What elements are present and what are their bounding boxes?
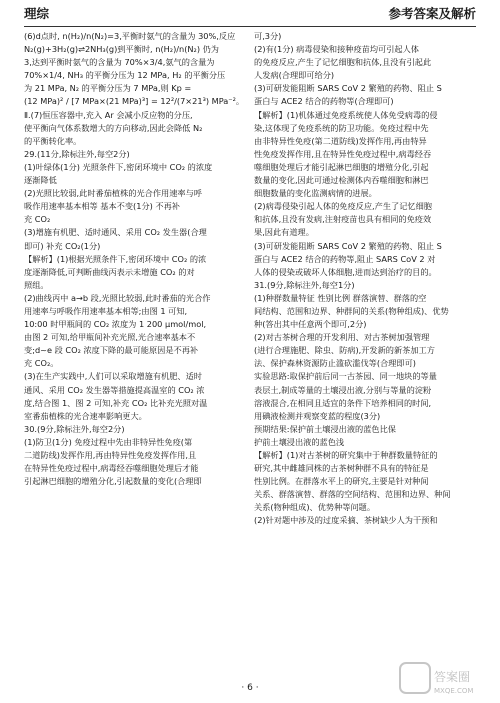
right-line: (2)有(1分) 病毒侵染和接种疫苗均可引起人体 xyxy=(254,44,419,55)
left-line: 10:00 时甲瓶间的 CO₂ 浓度为 1 200 μmol/mol, xyxy=(24,319,207,330)
left-line: N₂(g)+3H₂(g)⇌2NH₃(g)到平衡时, n(H₂)/n(N₂) 仍为 xyxy=(24,44,219,55)
right-line: 关系(物种组成)、优势种等问题。 xyxy=(254,502,376,513)
right-line: 表层土,制成等量的土壤浸出液,分别与等量的淀粉 xyxy=(254,384,432,395)
right-line: 实验思路:取保护前后同一古茶园、同一地块的等量 xyxy=(254,371,437,382)
left-line: (1)防卫(1分) 免疫过程中先由非特异性免疫(第 xyxy=(24,436,193,447)
right-line: (进行合理施肥、除虫、防病),开发新的新茶加工方 xyxy=(254,345,435,356)
right-line: 关系、群落演替、群落的空间结构、范围和边界、种间 xyxy=(254,489,451,500)
page-number: · 6 · xyxy=(241,683,259,693)
left-line: (2)光照比较弱,此时番茄植株的光合作用速率与呼 xyxy=(24,188,202,199)
right-line: 和抗体,且没有发病,注射疫苗也具有相同的免疫效 xyxy=(254,214,432,225)
right-line: 护前土壤浸出液的蓝色浅 xyxy=(254,436,345,447)
left-line: 室番茄植株的光合速率影响更大。 xyxy=(24,410,147,421)
right-line: 间结构、范围和边界、种群间的关系(物种组成)、优势 xyxy=(254,305,449,316)
right-line: 法、保护森林资源防止滥砍滥伐等(合理即可) xyxy=(254,358,416,369)
right-line: 的免疫反应,产生了记忆细胞和抗体,且没有引起此 xyxy=(254,57,432,68)
right-line: 人发病(合理即可给分) xyxy=(254,70,335,81)
left-column xyxy=(24,30,250,488)
right-line: 【解析】(1)机体通过免疫系统使人体免受病毒的侵 xyxy=(254,109,438,120)
right-line: 性别比例。在群落水平上的研究,主要是针对种间 xyxy=(254,476,429,487)
watermark-sub: MXQE.COM xyxy=(434,687,474,695)
left-line: 二道防线)发挥作用,再由特异性免疫发挥作用,且 xyxy=(24,450,197,460)
left-line: 【解析】(1)根据光照条件下,密闭环境中 CO₂ 的浓 xyxy=(24,253,207,264)
right-line: 由非特异性免疫(第二道防线)发挥作用,再由特异 xyxy=(254,135,427,146)
left-line: 使平衡向气体系数增大的方向移动,因此会降低 N₂ xyxy=(24,122,203,133)
right-line: 用碘液检测并观察变蓝的程度(3分) xyxy=(254,410,381,421)
left-line: 即可) 补充 CO₂(1分) xyxy=(24,240,101,251)
right-column xyxy=(254,30,480,528)
left-line: 在特异性免疫过程中,病毒经吞噬细胞处理后才能 xyxy=(24,463,199,474)
right-line: 研究,其中雌雄同株的古茶树种群不具有的特征是 xyxy=(254,463,429,474)
left-line: 充 CO₂ xyxy=(24,214,51,225)
left-line: 为 21 MPa, N₂ 的平衡分压为 7 MPa,则 Kp = xyxy=(24,83,192,94)
right-line: 预期结果:保护前土壤浸出液的蓝色比保 xyxy=(254,423,396,434)
watermark-text: 答案圈 xyxy=(434,670,471,684)
left-line: 度,结合图 1、图 2 可知,补充 CO₂ 比补充光照对温 xyxy=(24,397,208,408)
right-line: (3)可研发能阻断 SARS CoV 2 繁殖的药物、阻止 S xyxy=(254,83,442,94)
left-line: 的平衡转化率。 xyxy=(24,135,82,146)
left-line: 吸作用速率基本相等 基本不变(1分) 不再补 xyxy=(24,201,180,212)
right-line: 果,因此有道理。 xyxy=(254,227,314,238)
left-line: (2)曲线丙中 a→b 段,光照比较弱,此时番茄的光合作 xyxy=(24,292,211,303)
left-line: 3,达到平衡时氨气的含量为 70%×3/4,氨气的含量为 xyxy=(24,57,215,68)
left-line: (12 MPa)² / [7 MPa×(21 MPa)³] = 12²/(7×21³) MPa⁻²。 xyxy=(24,96,245,107)
left-line: 变;d~e 段 CO₂ 浓度下降的最可能原因是不再补 xyxy=(24,345,199,356)
left-line: 照组。 xyxy=(24,279,49,290)
right-line: 性免疫发挥作用,且在特异性免疫过程中,病毒经吞 xyxy=(254,148,432,159)
right-line: 蛋白与 ACE2 结合的药物等(合理即可) xyxy=(254,96,394,107)
right-line: 染,这体现了免疫系统的防卫功能。免疫过程中先 xyxy=(254,122,429,133)
left-line: 度逐渐降低,可判断曲线丙表示未增施 CO₂ 的对 xyxy=(24,266,195,277)
right-line: 31.(9分,除标注外,每空1分) xyxy=(254,279,355,290)
left-line: 由图 2 可知,给甲瓶间补充光照,光合速率基本不 xyxy=(24,332,196,343)
right-line: 噬细胞处理后才能引起淋巴细胞的增殖分化,引起 xyxy=(254,161,429,172)
left-line: 通风、采用 CO₂ 发生器等措施提高温室的 CO₂ 浓 xyxy=(24,384,205,395)
right-line: (1)种群数量特征 性别比例 群落演替、群落的空 xyxy=(254,292,427,303)
left-line: 引起淋巴细胞的增殖分化,引起数量的变化(合理即 xyxy=(24,476,202,487)
left-line: (6)d点时, n(H₂)/n(N₂)=3,平衡时氨气的含量为 30%,反应 xyxy=(24,31,236,41)
right-line: 细胞数量的变化监测病情的进展。 xyxy=(254,188,377,199)
left-line: 30.(9分,除标注外,每空2分) xyxy=(24,423,125,434)
right-line: 【解析】(1)对古茶树的研究集中于种群数量特征的 xyxy=(254,450,438,460)
right-line: (2)针对题中涉及的过度采摘、茶树缺少人为干预和 xyxy=(254,515,438,526)
left-line: (1)叶绿体(1分) 光照条件下,密闭环境中 CO₂ 的浓度 xyxy=(24,161,213,172)
right-line: 人体的侵染或破坏人体细胞,进而达到治疗的目的。 xyxy=(254,266,437,277)
watermark-logo-icon xyxy=(398,659,488,699)
left-line: 充 CO₂。 xyxy=(24,358,59,369)
left-line: 逐渐降低 xyxy=(24,175,57,186)
right-line: 溶液混合,在相同且适宜的条件下培养相同的时间, xyxy=(254,397,432,408)
header-subject: 理综 xyxy=(24,6,50,21)
page-header xyxy=(24,0,476,27)
left-line: (3)在生产实践中,人们可以采取增施有机肥、适时 xyxy=(24,371,202,382)
header-title: 参考答案及解析 xyxy=(388,6,476,21)
left-line: 29.(11分,除标注外,每空2分) xyxy=(24,148,130,159)
right-line: (3)可研发能阻断 SARS CoV 2 繁殖的药物、阻止 S xyxy=(254,240,442,251)
right-line: 数量的变化,因此可通过检测体内吞噬细胞和淋巴 xyxy=(254,175,429,186)
left-line: 70%×1/4, NH₃ 的平衡分压为 12 MPa, H₂ 的平衡分压 xyxy=(24,70,226,81)
left-line: Ⅱ.(7)恒压容器中,充入 Ar 会减小反应物的分压, xyxy=(24,109,193,120)
right-line: 种(答出其中任意两个即可,2分) xyxy=(254,319,367,330)
right-line: (2)病毒侵染引起人体的免疫反应,产生了记忆细胞 xyxy=(254,201,432,212)
left-line: (3)增施有机肥、适时通风、采用 CO₂ 发生器(合理 xyxy=(24,227,207,238)
left-line: 用速率与呼吸作用速率基本相等;由图 1 可知, xyxy=(24,305,188,316)
right-line: 蛋白与 ACE2 结合的药物等,阻止 SARS CoV 2 对 xyxy=(254,253,436,264)
right-line: 可,3分) xyxy=(254,31,282,41)
right-line: (2)对古茶树合理的开发利用、对古茶树加强管理 xyxy=(254,332,430,343)
